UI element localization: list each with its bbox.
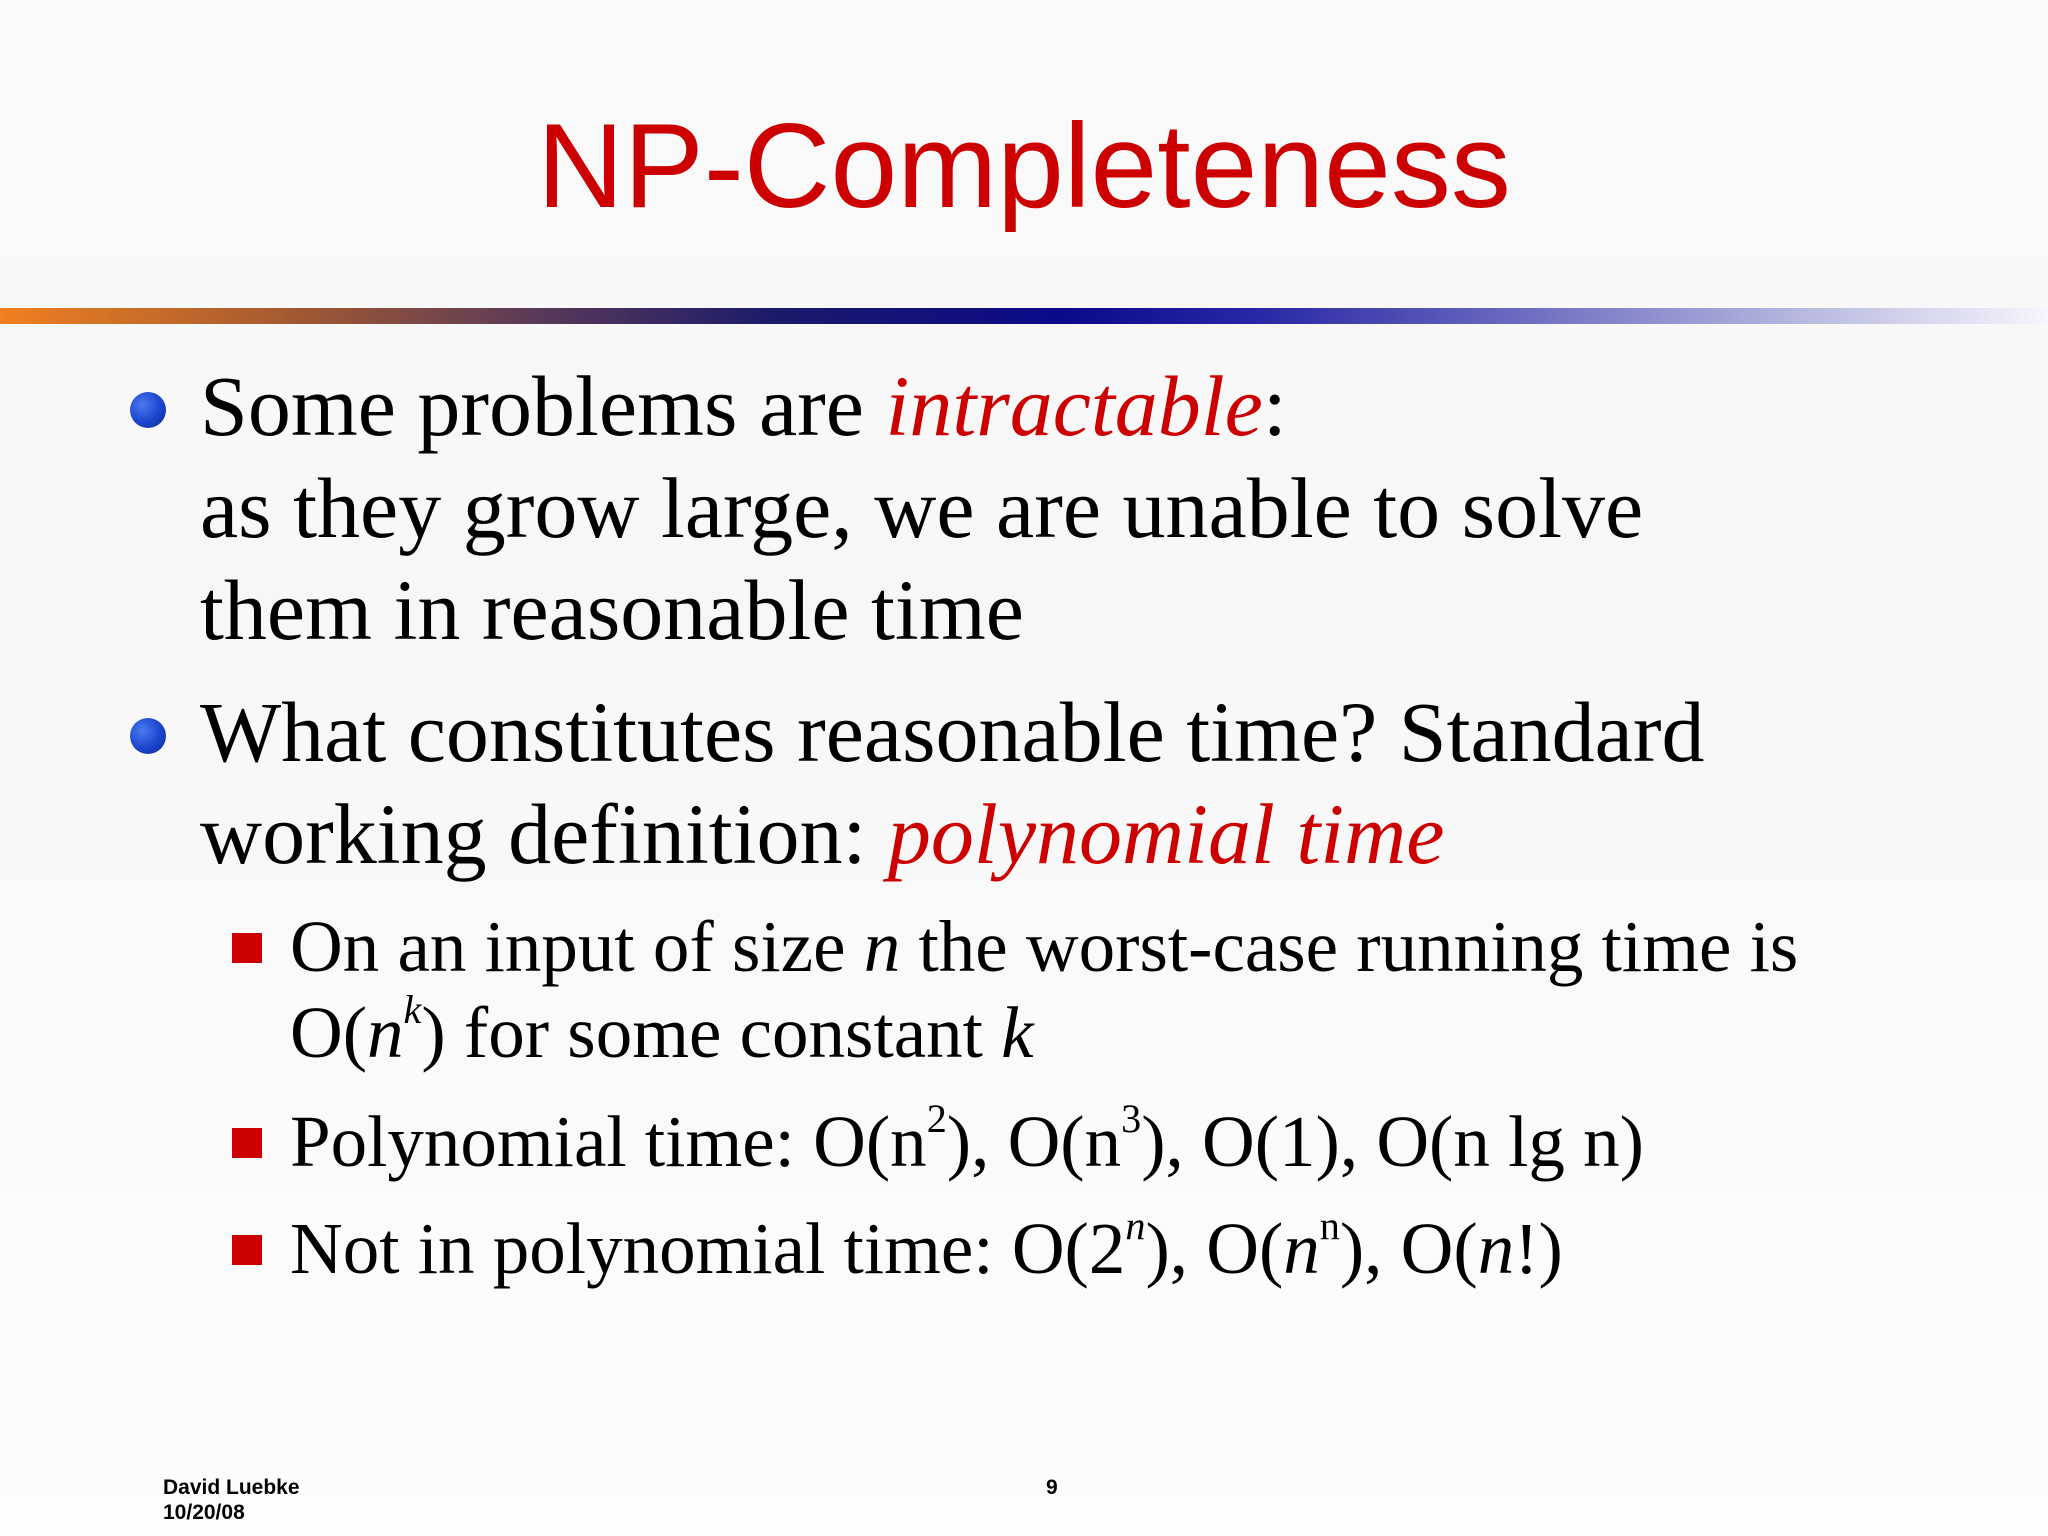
subbullet-1-line-2	[290, 986, 1990, 1076]
text-segment: ), O(	[1339, 1208, 1478, 1289]
subbullet-2	[290, 1095, 1990, 1185]
slide-title: NP-Completeness	[537, 99, 1511, 233]
title-divider	[0, 308, 2048, 324]
subbullet-1	[290, 904, 1990, 1076]
text-segment: !)	[1514, 1208, 1563, 1289]
bullet-1-line-2: as they grow large, we are unable to solve	[200, 460, 1644, 556]
text-segment: On an input of size	[290, 906, 864, 987]
blue-dot-icon	[130, 392, 166, 428]
exponent-3: 3	[1121, 1095, 1142, 1141]
variable-n: n	[863, 906, 901, 987]
emphasis-polynomial-time: polynomial time	[887, 786, 1445, 882]
exponent-k: k	[403, 986, 422, 1032]
exponent-2: 2	[926, 1095, 947, 1141]
text-segment: ) for some constant	[421, 992, 1002, 1073]
variable-n: n	[1477, 1208, 1515, 1289]
red-square-icon	[232, 933, 262, 963]
bullet-2-line-1: What constitutes reasonable time? Standard	[200, 684, 1705, 780]
subbullet-3	[290, 1202, 1990, 1292]
exponent-n: n	[1319, 1202, 1340, 1248]
blue-dot-icon	[130, 718, 166, 754]
red-square-icon	[232, 1235, 262, 1265]
variable-n: n	[1283, 1208, 1320, 1289]
text-segment: ), O(	[1145, 1208, 1284, 1289]
footer-date: 10/20/08	[163, 1501, 245, 1524]
bullet-2-text: working definition:	[200, 786, 888, 882]
footer-author: David Luebke	[163, 1476, 300, 1499]
bullet-1-colon: :	[1262, 358, 1287, 454]
text-segment: the worst-case running time is	[900, 906, 1799, 987]
bullet-1	[200, 355, 1980, 661]
text-segment: Not in polynomial time: O(2	[290, 1208, 1126, 1289]
text-segment: Polynomial time: O(n	[290, 1101, 927, 1182]
bullet-2	[200, 681, 1980, 885]
red-square-icon	[232, 1128, 262, 1158]
bullet-2-line-2	[200, 783, 1980, 885]
bullet-1-text: Some problems are	[200, 358, 886, 454]
subbullet-1-line-1	[290, 904, 1990, 990]
text-segment: ), O(n	[946, 1101, 1122, 1182]
exponent-n: n	[1125, 1202, 1146, 1248]
variable-k: k	[1001, 992, 1034, 1073]
bullet-1-line-1	[200, 355, 1980, 457]
variable-n: n	[367, 992, 404, 1073]
page-number: 9	[1046, 1476, 1058, 1499]
emphasis-intractable: intractable	[885, 358, 1263, 454]
subbullet-2-line-1	[290, 1095, 1990, 1185]
bullet-1-line-3: them in reasonable time	[200, 562, 1024, 658]
subbullet-3-line-1	[290, 1202, 1990, 1292]
text-segment: ), O(1), O(n lg n)	[1141, 1101, 1644, 1182]
text-segment: O(	[290, 992, 368, 1073]
